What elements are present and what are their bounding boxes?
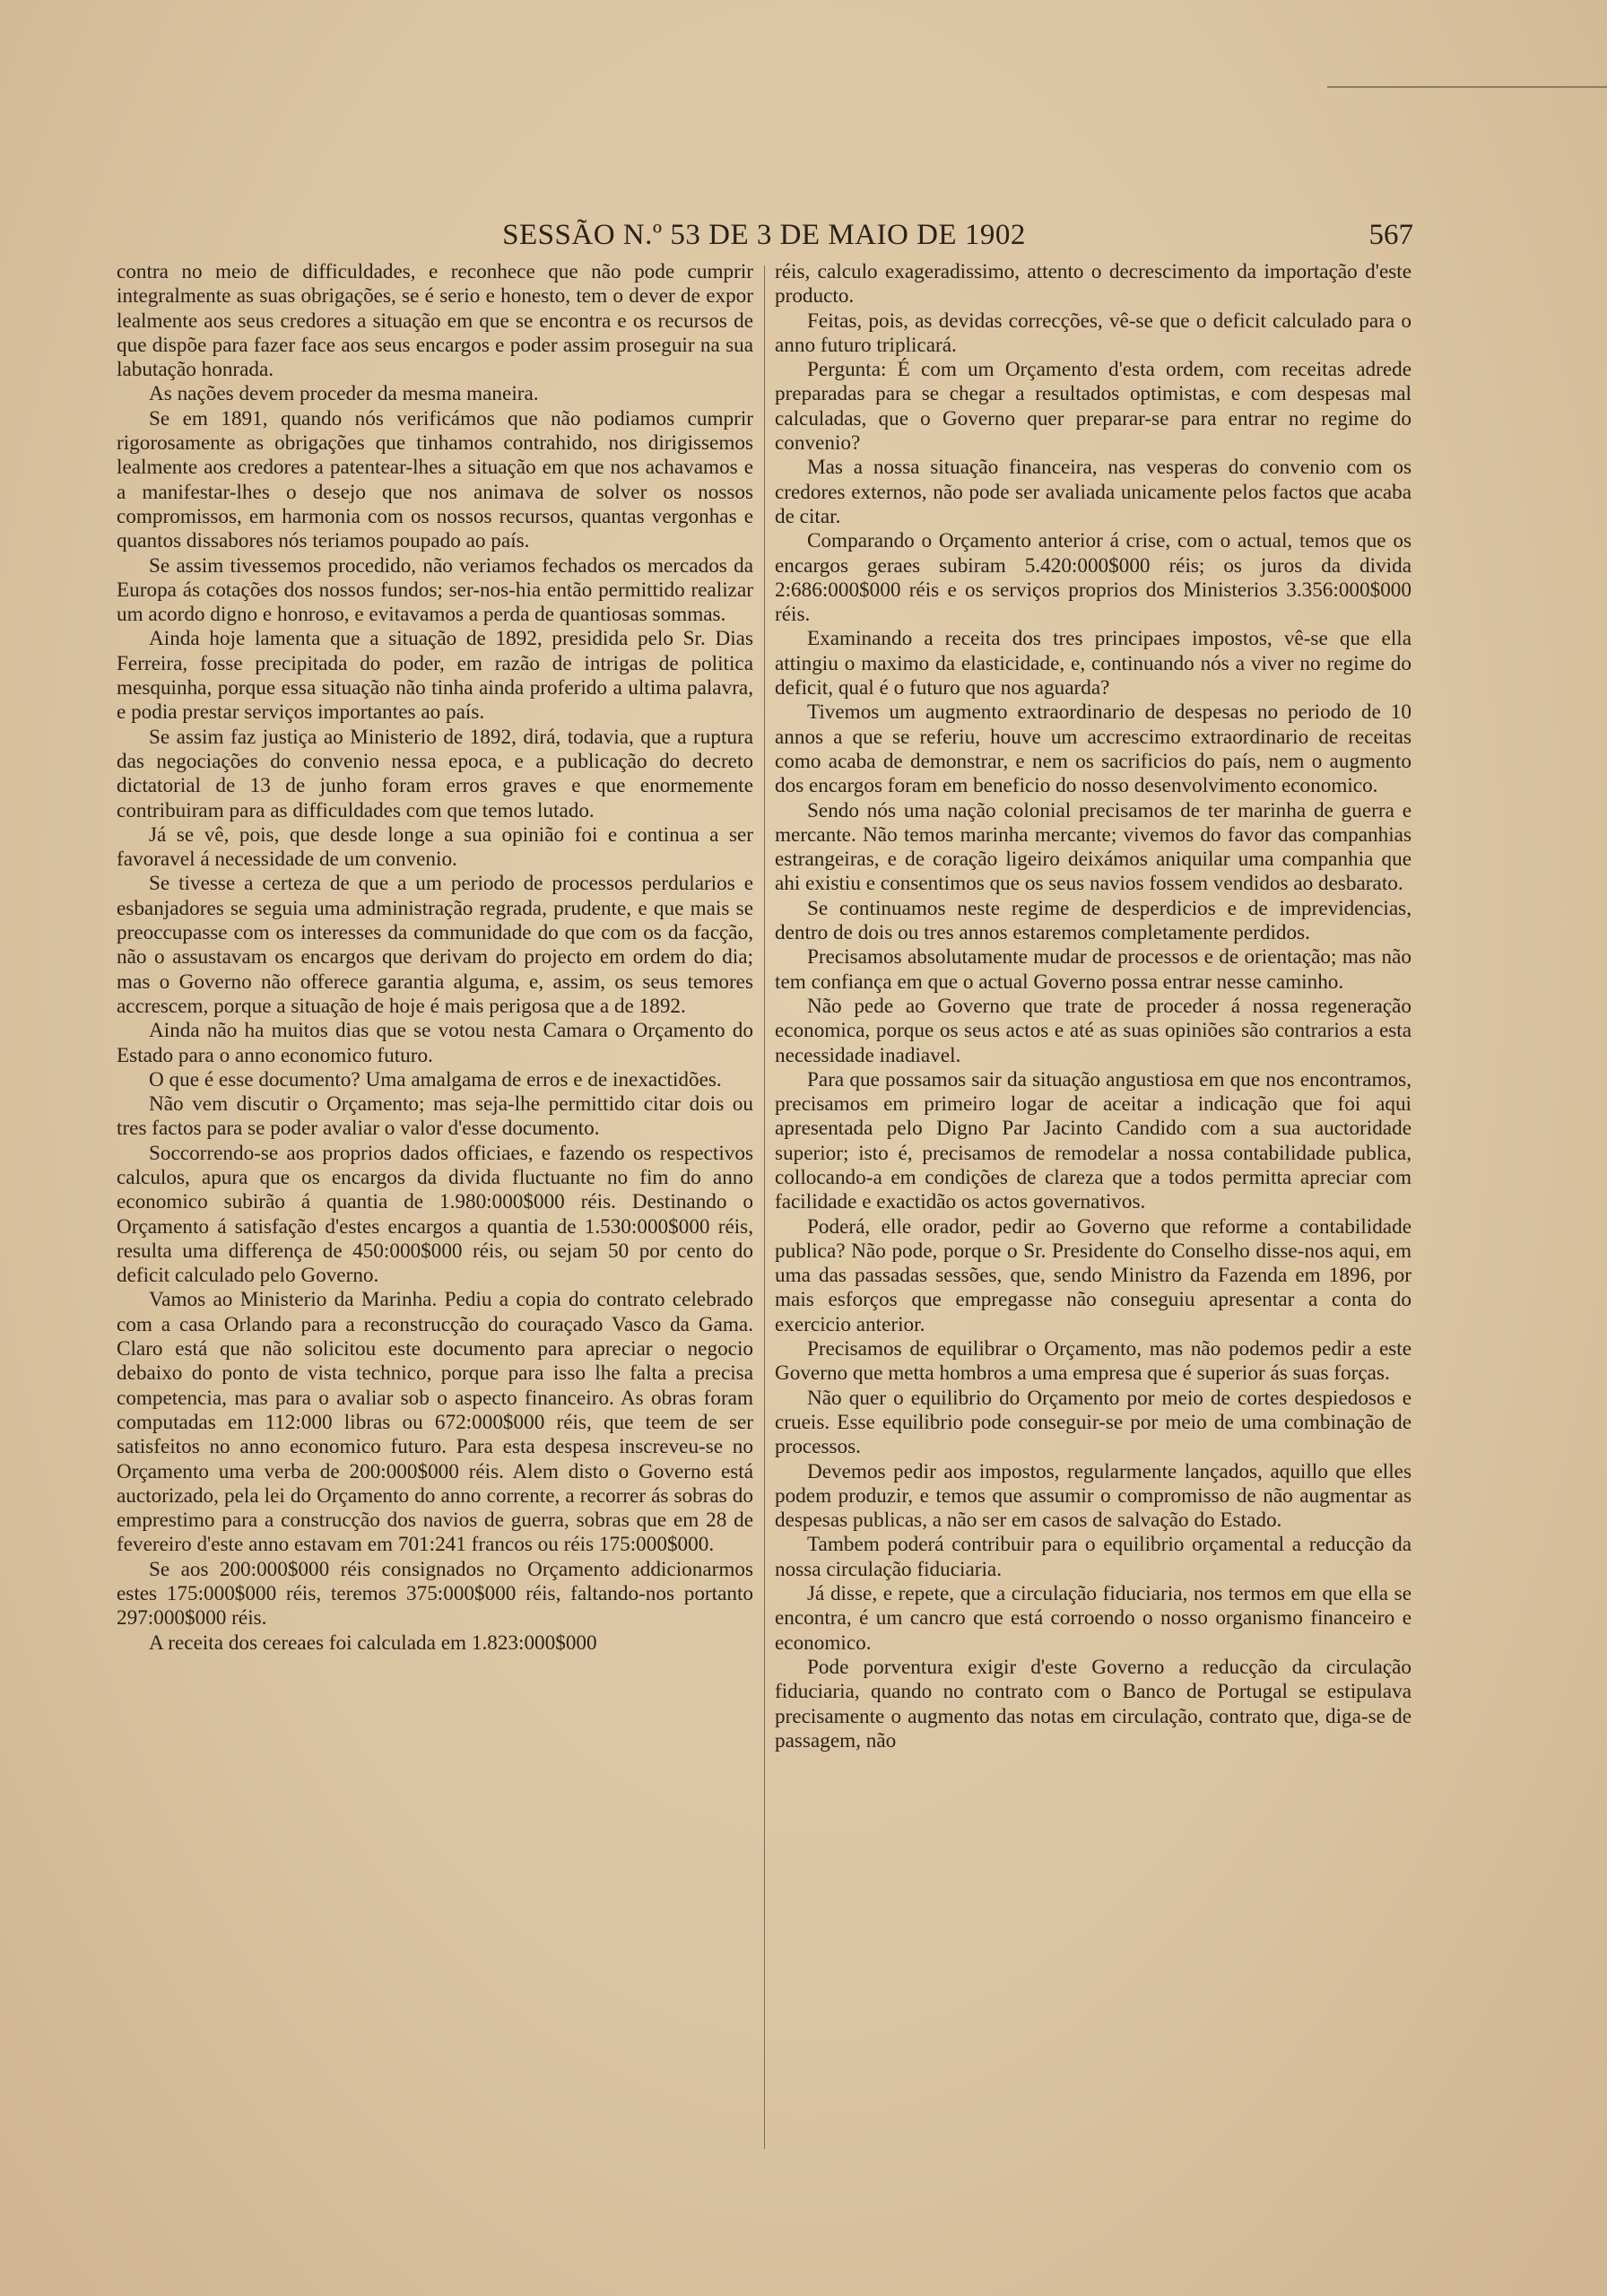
paragraph: Não pede ao Governo que trate de proceder á nossa regeneração economica, porque os seus actos e até as suas opiniões são contrarios a esta necessidade inadiavel. (775, 994, 1412, 1067)
paragraph: Devemos pedir aos impostos, regularmente lançados, aquillo que elles podem produzir, e temos que assumir o compromisso de não augmentar as despesas publicas, a não ser em casos de salvação do Estado. (775, 1459, 1412, 1533)
paragraph: Para que possamos sair da situação angustiosa em que nos encontramos, precisamos em primeiro logar de aceitar a indicação que foi aqui apresentada pelo Digno Par Jacinto Candido com a sua auctoridade superior; isto é, precisamos de remodelar a nossa contabilidade publica, collocando-a em condições de clareza que a todos permitta apreciar com facilidade e exactidão os actos governativos. (775, 1067, 1412, 1214)
paragraph: Não vem discutir o Orçamento; mas seja-lhe permittido citar dois ou tres factos para se poder avaliar o valor d'esse documento. (117, 1092, 753, 1141)
paragraph: Ainda não ha muitos dias que se votou nesta Camara o Orçamento do Estado para o anno economico futuro. (117, 1019, 753, 1067)
paragraph: Não quer o equilibrio do Orçamento por meio de cortes despiedosos e crueis. Esse equilibrio pode conseguir-se por meio de uma combinação de processos. (775, 1386, 1412, 1459)
paragraph: Se assim tivessemos procedido, não veriamos fechados os mercados da Europa ás cotações dos nossos fundos; ser-nos-hia então permittido realizar um acordo digno e honroso, e evitavamos a perda de quantiosas sommas. (117, 553, 753, 627)
paragraph: Vamos ao Ministerio da Marinha. Pediu a copia do contrato celebrado com a casa Orlando para a reconstrucção do couraçado Vasco da Gama. Claro está que não solicitou este documento para apreciar o negocio debaixo do ponto de vista technico, porque para isso lhe falta a precisa competencia, mas para o avaliar sob o aspecto financeiro. As obras foram computadas em 112:000 libras ou 672:000$000 réis, que teem de ser satisfeitos no anno economico futuro. Para esta despesa inscreveu-se no Orçamento uma verba de 200:000$000 réis. Alem disto o Governo está auctorizado, pela lei do Orçamento do anno corrente, a recorrer ás sobras do emprestimo para a construcção dos navios de guerra, sobras que em 28 de fevereiro d'este anno estavam em 701:241 francos ou réis 175:000$000. (117, 1288, 753, 1557)
paragraph: Se continuamos neste regime de desperdicios e de imprevidencias, dentro de dois ou tres annos estaremos completamente perdidos. (775, 896, 1412, 945)
paragraph: contra no meio de difficuldades, e reconhece que não pode cumprir integralmente as suas obrigações, se é serio e honesto, tem o dever de expor lealmente aos seus credores a situação em que se encontra e os recursos de que dispõe para fazer face aos seus encargos e poder assim proseguir na sua labutação honrada. (117, 260, 753, 382)
paragraph: Se em 1891, quando nós verificámos que não podiamos cumprir rigorosamente as obrigações que tinhamos contrahido, nos dirigissemos lealmente aos credores a patentear-lhes a situação em que nos achavamos e a manifestar-lhes o desejo que nos animava de solver os nossos compromissos, em harmonia com os nossos recursos, quantas vergonhas e quantos dissabores nós teriamos poupado ao país. (117, 406, 753, 553)
page-number: 567 (1368, 219, 1413, 251)
paragraph: Pergunta: É com um Orçamento d'esta ordem, com receitas adrede preparadas para se chegar a resultados optimistas, e com despesas mal calculadas, que o Governo quer preparar-se para entrar no regime do convenio? (775, 358, 1412, 456)
session-title: SESSÃO N.º 53 DE 3 DE MAIO DE 1902 (502, 219, 1026, 251)
paragraph: A receita dos cereaes foi calculada em 1.823:000$000 (149, 1631, 597, 1655)
paragraph: Já disse, e repete, que a circulação fiduciaria, nos termos em que ella se encontra, é um cancro que está corroendo o nosso organismo financeiro e economico. (775, 1582, 1412, 1655)
paragraph: Mas a nossa situação financeira, nas vesperas do convenio com os credores externos, não pode ser avaliada unicamente pelos factos que acaba de citar. (775, 456, 1412, 528)
paragraph: Pode porventura exigir d'este Governo a reducção da circulação fiduciaria, quando no contrato com o Banco de Portugal se estipulava precisamente o augmento das notas em circulação, contrato que, diga-se de passagem, não (775, 1655, 1412, 1752)
page-header (115, 219, 1413, 258)
paragraph: Tivemos um augmento extraordinario de despesas no periodo de 10 annos a que se referiu, houve um accrescimo extraordinario de receitas como acaba de demonstrar, e nem os sacrificios do país, nem o augmento dos encargos foram em beneficio do nosso desenvolvimento economico. (775, 700, 1412, 798)
paragraph: Comparando o Orçamento anterior á crise, com o actual, temos que os encargos geraes subiram 5.420:000$000 réis; os juros da divida 2:686:000$000 réis e os serviços proprios dos Ministerios 3.356:000$000 réis. (775, 529, 1412, 627)
paragraph: réis, calculo exageradissimo, attento o decrescimento da importação d'este producto. (775, 260, 1412, 309)
right-column (775, 260, 1412, 1753)
paragraph: Poderá, elle orador, pedir ao Governo que reforme a contabilidade publica? Não pode, porque o Sr. Presidente do Conselho disse-nos aqui, em uma das passadas sessões, que, sendo Ministro da Fazenda em 1896, por mais esforços que empregasse não conseguiu apresentar a conta do exercicio anterior. (775, 1214, 1412, 1336)
paragraph: Já se vê, pois, que desde longe a sua opinião foi e continua a ser favoravel á necessidade de um convenio. (117, 822, 753, 872)
paragraph: Precisamos de equilibrar o Orçamento, mas não podemos pedir a este Governo que metta hombros a uma empresa que é superior ás suas forças. (775, 1337, 1412, 1386)
left-column (117, 260, 753, 1656)
paragraph: Sendo nós uma nação colonial precisamos de ter marinha de guerra e mercante. Não temos marinha mercante; vivemos do favor das companhias estrangeiras, e de coração ligeiro deixámos aniquilar uma companhia que ahi existiu e consentimos que os seus navios fossem vendidos ao desbarato. (775, 798, 1412, 896)
paragraph: As nações devem proceder da mesma maneira. (149, 382, 539, 406)
paragraph: Se aos 200:000$000 réis consignados no Orçamento addicionarmos estes 175:000$000 réis, teremos 375:000$000 réis, faltando-nos portanto 297:000$000 réis. (117, 1557, 753, 1631)
paragraph: Examinando a receita dos tres principaes impostos, vê-se que ella attingiu o maximo da elasticidade, e, continuando nós a viver no regime do deficit, qual é o futuro que nos aguarda? (775, 627, 1412, 700)
paragraph: Ainda hoje lamenta que a situação de 1892, presidida pelo Sr. Dias Ferreira, fosse precipitada do poder, em razão de intrigas de politica mesquinha, porque essa situação não tinha ainda proferido a ultima palavra, e podia prestar serviços importantes ao país. (117, 627, 753, 725)
paragraph: Se tivesse a certeza de que a um periodo de processos perdularios e esbanjadores se seguia uma administração regrada, prudente, e que mais se preoccupasse com os interesses da communidade do que com os da facção, não o assustavam os encargos que derivam do projecto em ordem do dia; mas o Governo não offerece garantia alguma, e, assim, os seus temores accrescem, porque a situação de hoje é mais perigosa que a de 1892. (117, 872, 753, 1018)
paragraph: Precisamos absolutamente mudar de processos e de orientação; mas não tem confiança em que o actual Governo possa entrar nesse caminho. (775, 945, 1412, 994)
paragraph: Tambem poderá contribuir para o equilibrio orçamental a reducção da nossa circulação fiduciaria. (775, 1533, 1412, 1581)
top-rule (1327, 86, 1607, 88)
paragraph: O que é esse documento? Uma amalgama de erros e de inexactidões. (149, 1067, 722, 1091)
paragraph: Soccorrendo-se aos proprios dados officiaes, e fazendo os respectivos calculos, apura que os encargos da divida fluctuante no fim do anno economico subirão á quantia de 1.980:000$000 réis. Destinando o Orçamento á satisfação d'estes encargos a quantia de 1.530:000$000 réis, resulta uma differença de 450:000$000 réis, ou sejam 50 por cento do deficit calculado pelo Governo. (117, 1141, 753, 1288)
paragraph: Feitas, pois, as devidas correcções, vê-se que o deficit calculado para o anno futuro triplicará. (775, 309, 1412, 357)
paragraph: Se assim faz justiça ao Ministerio de 1892, dirá, todavia, que a ruptura das negociações do convenio nessa epoca, e a publicação do decreto dictatorial de 13 de junho foram erros graves e que enormemente contribuiram para as difficuldades com que temos lutado. (117, 725, 753, 822)
column-divider (764, 265, 765, 2149)
